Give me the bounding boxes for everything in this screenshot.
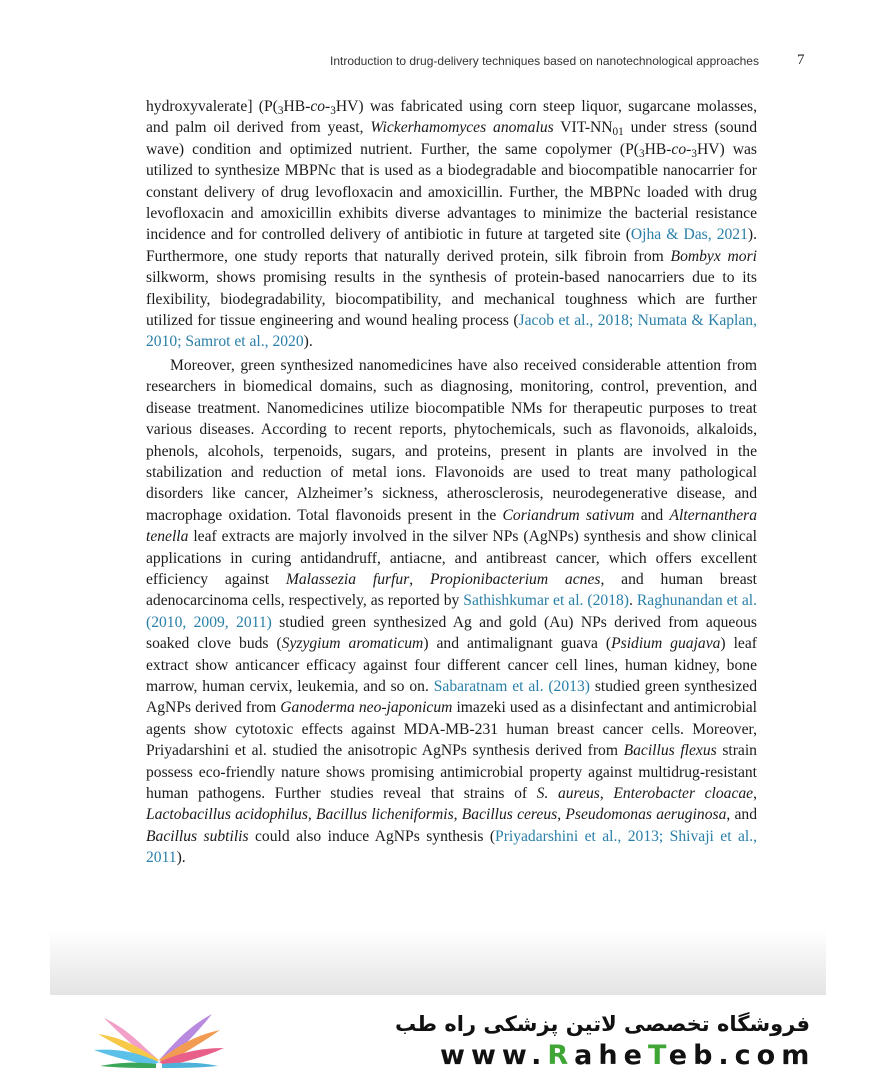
- text-run: ,: [599, 785, 614, 802]
- running-head: Introduction to drug-delivery techniques based on nanotechnological approaches: [330, 54, 759, 68]
- subscript: 3: [277, 104, 284, 117]
- page-number: 7: [797, 52, 805, 68]
- species-name: Bacillus flexus: [623, 742, 717, 760]
- text-run: ).: [303, 333, 313, 351]
- species-name: S. aureus: [536, 785, 600, 802]
- text-run: imazeki used as a disinfectant and antimicrobial agents show cytotoxic effects against MDA-MB-231 human breast cancer cells. Moreover, Priyadarshini et al. studied the anisotropic AgNPs synthesis derived from: [146, 699, 758, 760]
- text-run: -: [686, 140, 692, 158]
- url-accent-letter: R: [547, 1040, 575, 1071]
- species-name: Syzygium aromaticum: [281, 635, 424, 653]
- italic-run: co: [310, 98, 326, 115]
- text-run: ). Furthermore, one study reports that naturally derived protein, silk fibroin from: [146, 226, 757, 265]
- citation-link[interactable]: Sathishkumar et al. (2018): [463, 592, 629, 610]
- citation-link[interactable]: Priyadarshini et al., 2013; Shivaji et al., 2011: [146, 827, 757, 867]
- species-name: Psidium guajava: [611, 635, 721, 653]
- citation-link[interactable]: Raghunandan et al. (2010, 2009, 2011): [146, 592, 757, 631]
- text-run: .: [628, 592, 637, 610]
- shop-url[interactable]: [440, 1040, 816, 1071]
- species-name: Ganoderma neo-japonicum: [280, 699, 453, 717]
- species-name: Wickerhamomyces anomalus: [370, 119, 554, 137]
- text-run: ).: [176, 849, 186, 867]
- text-run: HB-: [644, 140, 672, 158]
- text-run: hydroxyvalerate] (P(: [146, 98, 278, 115]
- citation-link[interactable]: Jacob et al., 2018; Numata & Kaplan, 2010; Samrot et al., 2020: [146, 312, 757, 351]
- url-accent-letter: T: [647, 1040, 669, 1071]
- subscript: 3: [638, 147, 645, 160]
- citation-link[interactable]: Sabaratnam et al. (2013): [433, 677, 590, 695]
- text-run: ,: [557, 806, 566, 824]
- species-name: Lactobacillus acidophilus: [146, 806, 308, 824]
- citation-link[interactable]: Ojha & Das, 2021: [630, 226, 748, 244]
- text-run: HB-: [283, 98, 311, 115]
- text-run: ,: [307, 806, 317, 824]
- body-text: [146, 96, 757, 869]
- italic-run: co: [671, 140, 687, 158]
- species-name: Pseudomonas aeruginosa: [565, 806, 727, 824]
- text-run: studied green synthesized AgNPs derived from: [146, 677, 758, 717]
- page-bottom-shadow: [50, 930, 826, 995]
- species-name: Alternanthera tenella: [146, 506, 757, 546]
- text-run: could also induce AgNPs synthesis (: [248, 827, 496, 845]
- species-name: Coriandrum sativum: [502, 506, 635, 524]
- text-run: Moreover, green synthesized nanomedicines have also received considerable attention from researchers in biomedical domains, such as diagnosing, monitoring, control, prevention, and disease treatment. Nanomedicines utilize biocompatible NMs for therapeutic purposes to treat various diseases. According to recent reports, phytochemicals, such as flavonoids, alkaloids, phenols, alcohols, terpenoids, sugars, and proteins, present in plants are involved in the stabilization and reduction of metal ions. Flavonoids are used to treat many pathological disorders like cancer, Alzheimer’s sickness, atherosclerosis, neurodegenerative disease, and macrophage oxidation. Total flavonoids present in the: [146, 356, 757, 524]
- species-name: Propionibacterium acnes: [430, 570, 601, 588]
- subscript: 3: [330, 104, 336, 117]
- text-run: under stress (sound wave) condition and optimized nutrient. Further, the same copolymer (P(: [146, 119, 757, 158]
- text-run: , and: [726, 806, 758, 824]
- text-run: , and human breast adenocarcinoma cells, respectively, as reported by: [146, 570, 758, 610]
- text-run: and: [634, 506, 670, 524]
- url-part: www.: [440, 1040, 548, 1071]
- text-run: ,: [753, 785, 758, 802]
- text-run: silkworm, shows promising results in the synthesis of protein-based nanocarriers due to its flexibility, biodegradability, biocompatibility, and mechanical toughness which are further utilized for tissue engineering and wound healing process (: [146, 269, 757, 330]
- open-book-rainbow-logo-icon: [92, 1008, 226, 1070]
- text-run: HV) was fabricated using corn steep liquor, sugarcane molasses, and palm oil derived from yeast,: [146, 98, 758, 137]
- url-part: eb.com: [668, 1040, 816, 1071]
- subscript: 3: [691, 147, 697, 160]
- text-run: VIT-NN: [553, 119, 613, 137]
- text-run: studied green synthesized Ag and gold (Au) NPs derived from aqueous soaked clove buds (: [146, 613, 757, 653]
- text-run: strain possess eco-friendly nature shows promising antimicrobial property against multidrug-resistant human pathogens. Further studies reveal that strains of: [146, 742, 757, 802]
- text-run: ) leaf extract show anticancer efficacy against four different cancer cell lines, human kidney, bone marrow, human cervix, leukemia, and so on.: [146, 635, 757, 695]
- text-run: HV) was utilized to synthesize MBPNc that is used as a biodegradable and biocompatible nanocarrier for constant delivery of drug levofloxacin and amoxicillin. Further, the MBPNc loaded with drug levofloxacin and amoxicillin exhibits diverse advantages to minimize the bacterial resistance incidence and for controlled delivery of antibiotic in future at targeted site (: [146, 140, 757, 244]
- url-part: ahe: [574, 1040, 648, 1071]
- species-name: Bacillus subtilis: [146, 827, 249, 845]
- subscript: 01: [612, 126, 624, 139]
- species-name: Bacillus licheniformis: [316, 806, 454, 824]
- species-name: Bombyx mori: [670, 247, 757, 265]
- species-name: Malassezia furfur: [285, 570, 410, 588]
- text-run: leaf extracts are majorly involved in the silver NPs (AgNPs) synthesis and show clinical applications in curing antidandruff, antiacne, and antibreast cancer, which offers excellent efficiency against: [146, 528, 757, 588]
- text-run: ,: [409, 570, 431, 588]
- species-name: Bacillus cereus: [461, 806, 558, 824]
- species-name: Enterobacter cloacae: [613, 785, 754, 802]
- paragraph-1: [146, 96, 757, 353]
- text-run: ) and antimalignant guava (: [423, 635, 612, 653]
- paragraph-2: [146, 355, 757, 869]
- shop-name: فروشگاه تخصصی لاتین پزشکی راه طب: [395, 1012, 810, 1036]
- text-run: -: [325, 98, 331, 115]
- text-run: ,: [453, 806, 462, 824]
